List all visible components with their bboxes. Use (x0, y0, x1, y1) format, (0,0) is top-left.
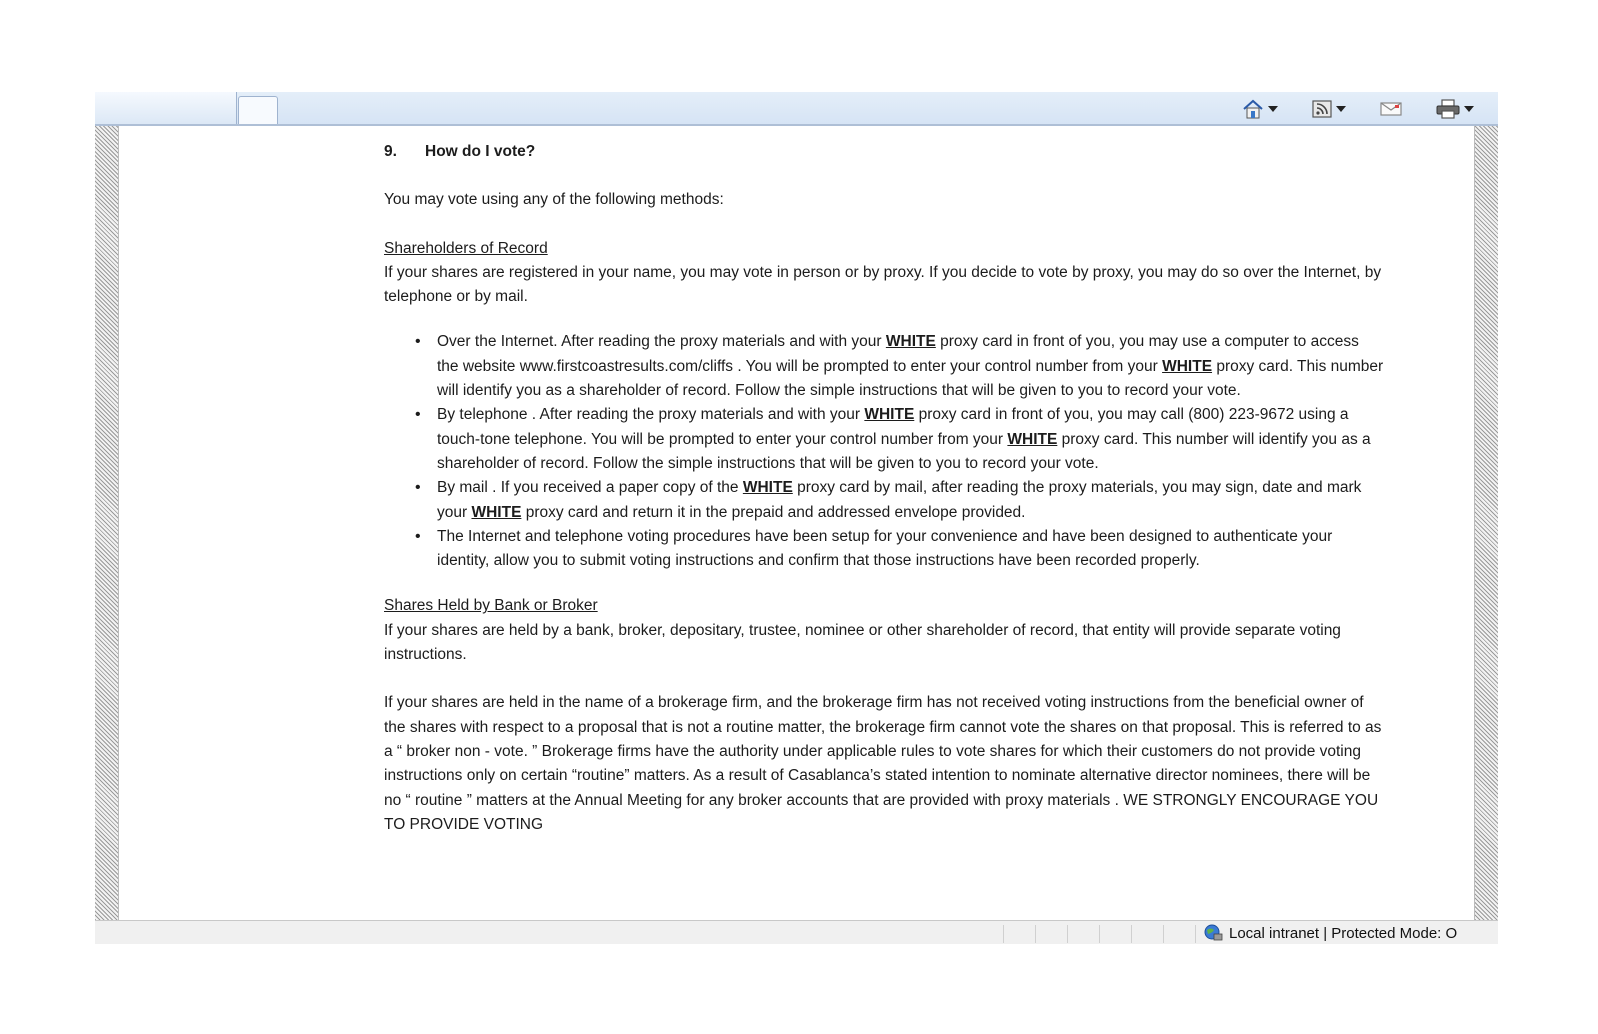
white-card-label: WHITE (864, 406, 915, 424)
question-heading (384, 140, 1384, 164)
shareholders-of-record-text: If your shares are registered in your name, you may vote in person or by proxy. If you decide to vote by proxy, you may do so over the Internet, by telephone or by mail. (384, 263, 1382, 306)
browser-tab[interactable] (95, 92, 237, 124)
intro-text: You may vote using any of the following methods: (384, 191, 724, 209)
list-item: • By mail . If you received a paper copy of the WHITE proxy card by mail, after reading the proxy materials, you may sign, date and mark your WHITE proxy card and return it in the prepaid and addressed envelope provided. (415, 476, 1384, 525)
right-margin (1474, 126, 1498, 920)
page-viewport[interactable] (95, 126, 1498, 920)
rss-feed-icon (1312, 100, 1332, 118)
white-card-label: WHITE (742, 479, 793, 497)
home-icon (1242, 99, 1264, 119)
read-mail-button[interactable] (1376, 96, 1406, 122)
question-number: 9. (384, 143, 397, 160)
brokerage-firm-text: If your shares are held in the name of a brokerage firm, and the brokerage firm has not received voting instructions from the beneficial owner of the shares with respect to a proposal that is not a routine matter, the brokerage firm cannot vote the shares on that proposal. This is referred to as a “ broker non - vote. ” Brokerage firms have the authority under applicable rules to vote shares for which their customers do not provide voting instructions only on certain “routine” matters. As a result of Casablanca’s stated intention to nominate alternative director nominees, there will be no “ routine ” matters at the Annual Meeting for any broker accounts that are provided with proxy materials . WE STRONGLY ENCOURAGE YOU TO PROVIDE VOTING (384, 694, 1382, 833)
globe-network-icon (1203, 924, 1223, 942)
bank-broker-heading: Shares Held by Bank or Broker (384, 597, 598, 615)
feeds-button[interactable] (1308, 96, 1350, 122)
mail-icon (1380, 101, 1402, 117)
home-dropdown-icon[interactable] (1268, 106, 1278, 112)
document-body (384, 134, 1384, 837)
left-margin (95, 126, 119, 920)
feeds-dropdown-icon[interactable] (1336, 106, 1346, 112)
white-card-label: WHITE (885, 333, 936, 351)
white-card-label: WHITE (1007, 430, 1058, 448)
list-item: • By telephone . After reading the proxy materials and with your WHITE proxy card in front of you, you may call (800) 223-9672 using a touch-tone telephone. You will be prompted to enter your control number from your WHITE proxy card. This number will identify you as a shareholder of record. Follow the simple instructions that will be given to you to record your vote. (415, 403, 1384, 476)
print-icon (1436, 99, 1460, 119)
question-title: How do I vote? (425, 143, 536, 160)
status-bar (95, 920, 1498, 944)
print-dropdown-icon[interactable] (1464, 106, 1474, 112)
white-card-label: WHITE (471, 503, 522, 521)
security-zone[interactable] (1203, 923, 1457, 943)
white-card-label: WHITE (1162, 357, 1213, 375)
zone-text: Local intranet | Protected Mode: O (1229, 924, 1458, 942)
bank-broker-text: If your shares are held by a bank, broker, depositary, trustee, nominee or other shareholder of record, that entity will provide separate voting instructions. (384, 621, 1341, 664)
browser-window (95, 92, 1498, 944)
print-button[interactable] (1432, 96, 1478, 122)
shareholders-of-record-heading: Shareholders of Record (384, 239, 548, 257)
voting-methods-list (415, 330, 1384, 573)
list-item: • The Internet and telephone voting procedures have been setup for your convenience and have been designed to authenticate your identity, allow you to submit voting instructions and confirm that those instructions have been recorded properly. (415, 525, 1384, 574)
command-bar (95, 92, 1498, 126)
new-tab-button[interactable] (238, 96, 278, 124)
home-button[interactable] (1238, 96, 1282, 122)
list-item: • Over the Internet. After reading the proxy materials and with your WHITE proxy card in front of you, you may use a computer to access the website www.firstcoastresults.com/cliffs . You will be prompted to enter your control number from your WHITE proxy card. This number will identify you as a shareholder of record. Follow the simple instructions that will be given to you to record your vote. (415, 330, 1384, 403)
command-bar-icons (1238, 96, 1478, 122)
